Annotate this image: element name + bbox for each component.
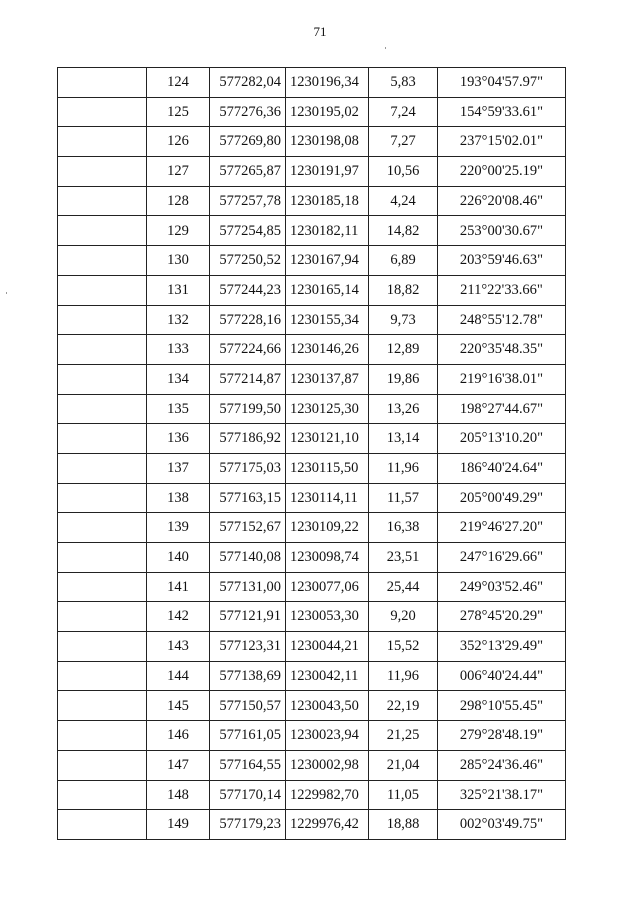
bearing-cell: 220°00'25.19" <box>438 157 566 187</box>
x-coordinate-cell: 577131,00 <box>210 572 286 602</box>
x-coordinate-cell: 577254,85 <box>210 216 286 246</box>
table-row <box>58 216 566 246</box>
row-label-cell <box>58 216 147 246</box>
table-row <box>58 305 566 335</box>
distance-cell: 7,27 <box>369 127 438 157</box>
table-row <box>58 513 566 543</box>
row-label-cell <box>58 780 147 810</box>
distance-cell: 19,86 <box>369 364 438 394</box>
point-number-cell: 136 <box>147 424 210 454</box>
point-number-cell: 144 <box>147 661 210 691</box>
y-coordinate-cell: 1230198,08 <box>286 127 369 157</box>
row-label-cell <box>58 453 147 483</box>
row-label-cell <box>58 305 147 335</box>
row-label-cell <box>58 364 147 394</box>
y-coordinate-cell: 1230195,02 <box>286 97 369 127</box>
bearing-cell: 220°35'48.35" <box>438 335 566 365</box>
bearing-cell: 226°20'08.46" <box>438 186 566 216</box>
distance-cell: 6,89 <box>369 246 438 276</box>
bearing-cell: 154°59'33.61" <box>438 97 566 127</box>
row-label-cell <box>58 68 147 98</box>
bearing-cell: 247°16'29.66" <box>438 543 566 573</box>
point-number-cell: 135 <box>147 394 210 424</box>
bearing-cell: 211°22'33.66" <box>438 275 566 305</box>
x-coordinate-cell: 577170,14 <box>210 780 286 810</box>
bearing-cell: 203°59'46.63" <box>438 246 566 276</box>
bearing-cell: 198°27'44.67" <box>438 394 566 424</box>
y-coordinate-cell: 1230098,74 <box>286 543 369 573</box>
y-coordinate-cell: 1230165,14 <box>286 275 369 305</box>
point-number-cell: 146 <box>147 721 210 751</box>
y-coordinate-cell: 1230023,94 <box>286 721 369 751</box>
point-number-cell: 131 <box>147 275 210 305</box>
point-number-cell: 126 <box>147 127 210 157</box>
distance-cell: 9,73 <box>369 305 438 335</box>
point-number-cell: 125 <box>147 97 210 127</box>
bearing-cell: 279°28'48.19" <box>438 721 566 751</box>
bearing-cell: 002°03'49.75" <box>438 810 566 840</box>
x-coordinate-cell: 577282,04 <box>210 68 286 98</box>
x-coordinate-cell: 577250,52 <box>210 246 286 276</box>
table-row <box>58 68 566 98</box>
x-coordinate-cell: 577228,16 <box>210 305 286 335</box>
distance-cell: 21,04 <box>369 750 438 780</box>
row-label-cell <box>58 127 147 157</box>
point-number-cell: 129 <box>147 216 210 246</box>
point-number-cell: 141 <box>147 572 210 602</box>
x-coordinate-cell: 577123,31 <box>210 632 286 662</box>
y-coordinate-cell: 1229976,42 <box>286 810 369 840</box>
row-label-cell <box>58 810 147 840</box>
row-label-cell <box>58 275 147 305</box>
y-coordinate-cell: 1230191,97 <box>286 157 369 187</box>
bearing-cell: 205°00'49.29" <box>438 483 566 513</box>
row-label-cell <box>58 246 147 276</box>
table-row <box>58 453 566 483</box>
bearing-cell: 285°24'36.46" <box>438 750 566 780</box>
table-row <box>58 602 566 632</box>
y-coordinate-cell: 1230167,94 <box>286 246 369 276</box>
x-coordinate-cell: 577121,91 <box>210 602 286 632</box>
row-label-cell <box>58 661 147 691</box>
x-coordinate-cell: 577163,15 <box>210 483 286 513</box>
table-row <box>58 127 566 157</box>
bearing-cell: 219°46'27.20" <box>438 513 566 543</box>
x-coordinate-cell: 577186,92 <box>210 424 286 454</box>
bearing-cell: 193°04'57.97" <box>438 68 566 98</box>
row-label-cell <box>58 721 147 751</box>
table-row <box>58 691 566 721</box>
y-coordinate-cell: 1230077,06 <box>286 572 369 602</box>
y-coordinate-cell: 1230137,87 <box>286 364 369 394</box>
row-label-cell <box>58 483 147 513</box>
distance-cell: 21,25 <box>369 721 438 751</box>
distance-cell: 15,52 <box>369 632 438 662</box>
row-label-cell <box>58 335 147 365</box>
row-label-cell <box>58 186 147 216</box>
distance-cell: 16,38 <box>369 513 438 543</box>
y-coordinate-cell: 1230125,30 <box>286 394 369 424</box>
scan-speck <box>385 47 386 49</box>
x-coordinate-cell: 577140,08 <box>210 543 286 573</box>
distance-cell: 13,14 <box>369 424 438 454</box>
table-row <box>58 632 566 662</box>
row-label-cell <box>58 157 147 187</box>
y-coordinate-cell: 1230114,11 <box>286 483 369 513</box>
bearing-cell: 352°13'29.49" <box>438 632 566 662</box>
bearing-cell: 186°40'24.64" <box>438 453 566 483</box>
x-coordinate-cell: 577244,23 <box>210 275 286 305</box>
x-coordinate-cell: 577152,67 <box>210 513 286 543</box>
table-row <box>58 750 566 780</box>
bearing-cell: 205°13'10.20" <box>438 424 566 454</box>
y-coordinate-cell: 1230185,18 <box>286 186 369 216</box>
point-number-cell: 124 <box>147 68 210 98</box>
bearing-cell: 325°21'38.17" <box>438 780 566 810</box>
point-number-cell: 149 <box>147 810 210 840</box>
bearing-cell: 249°03'52.46" <box>438 572 566 602</box>
distance-cell: 14,82 <box>369 216 438 246</box>
bearing-cell: 298°10'55.45" <box>438 691 566 721</box>
table-row <box>58 186 566 216</box>
distance-cell: 18,88 <box>369 810 438 840</box>
table-row <box>58 661 566 691</box>
distance-cell: 13,26 <box>369 394 438 424</box>
table-row <box>58 572 566 602</box>
row-label-cell <box>58 543 147 573</box>
x-coordinate-cell: 577150,57 <box>210 691 286 721</box>
y-coordinate-cell: 1230002,98 <box>286 750 369 780</box>
bearing-cell: 006°40'24.44" <box>438 661 566 691</box>
row-label-cell <box>58 632 147 662</box>
point-number-cell: 145 <box>147 691 210 721</box>
distance-cell: 11,57 <box>369 483 438 513</box>
table-row <box>58 780 566 810</box>
y-coordinate-cell: 1230053,30 <box>286 602 369 632</box>
point-number-cell: 134 <box>147 364 210 394</box>
x-coordinate-cell: 577269,80 <box>210 127 286 157</box>
row-label-cell <box>58 394 147 424</box>
table-row <box>58 157 566 187</box>
x-coordinate-cell: 577164,55 <box>210 750 286 780</box>
coordinates-table-body <box>58 68 566 840</box>
x-coordinate-cell: 577179,23 <box>210 810 286 840</box>
row-label-cell <box>58 602 147 632</box>
coordinates-table <box>57 67 566 840</box>
distance-cell: 23,51 <box>369 543 438 573</box>
distance-cell: 11,05 <box>369 780 438 810</box>
x-coordinate-cell: 577175,03 <box>210 453 286 483</box>
y-coordinate-cell: 1229982,70 <box>286 780 369 810</box>
table-row <box>58 721 566 751</box>
y-coordinate-cell: 1230146,26 <box>286 335 369 365</box>
point-number-cell: 133 <box>147 335 210 365</box>
y-coordinate-cell: 1230115,50 <box>286 453 369 483</box>
distance-cell: 4,24 <box>369 186 438 216</box>
y-coordinate-cell: 1230196,34 <box>286 68 369 98</box>
distance-cell: 22,19 <box>369 691 438 721</box>
x-coordinate-cell: 577214,87 <box>210 364 286 394</box>
row-label-cell <box>58 691 147 721</box>
distance-cell: 5,83 <box>369 68 438 98</box>
point-number-cell: 140 <box>147 543 210 573</box>
point-number-cell: 127 <box>147 157 210 187</box>
point-number-cell: 139 <box>147 513 210 543</box>
distance-cell: 7,24 <box>369 97 438 127</box>
point-number-cell: 128 <box>147 186 210 216</box>
x-coordinate-cell: 577161,05 <box>210 721 286 751</box>
row-label-cell <box>58 513 147 543</box>
distance-cell: 11,96 <box>369 661 438 691</box>
point-number-cell: 137 <box>147 453 210 483</box>
row-label-cell <box>58 97 147 127</box>
table-row <box>58 246 566 276</box>
row-label-cell <box>58 424 147 454</box>
distance-cell: 25,44 <box>369 572 438 602</box>
table-row <box>58 394 566 424</box>
x-coordinate-cell: 577265,87 <box>210 157 286 187</box>
y-coordinate-cell: 1230155,34 <box>286 305 369 335</box>
table-row <box>58 810 566 840</box>
point-number-cell: 130 <box>147 246 210 276</box>
point-number-cell: 148 <box>147 780 210 810</box>
bearing-cell: 278°45'20.29" <box>438 602 566 632</box>
y-coordinate-cell: 1230044,21 <box>286 632 369 662</box>
x-coordinate-cell: 577138,69 <box>210 661 286 691</box>
y-coordinate-cell: 1230042,11 <box>286 661 369 691</box>
distance-cell: 12,89 <box>369 335 438 365</box>
page-number: 71 <box>313 24 327 39</box>
table-row <box>58 335 566 365</box>
bearing-cell: 219°16'38.01" <box>438 364 566 394</box>
y-coordinate-cell: 1230121,10 <box>286 424 369 454</box>
table-row <box>58 424 566 454</box>
distance-cell: 9,20 <box>369 602 438 632</box>
distance-cell: 10,56 <box>369 157 438 187</box>
bearing-cell: 253°00'30.67" <box>438 216 566 246</box>
distance-cell: 18,82 <box>369 275 438 305</box>
point-number-cell: 132 <box>147 305 210 335</box>
point-number-cell: 143 <box>147 632 210 662</box>
y-coordinate-cell: 1230109,22 <box>286 513 369 543</box>
table-row <box>58 483 566 513</box>
y-coordinate-cell: 1230182,11 <box>286 216 369 246</box>
x-coordinate-cell: 577199,50 <box>210 394 286 424</box>
scan-speck <box>6 292 7 294</box>
table-row <box>58 543 566 573</box>
point-number-cell: 147 <box>147 750 210 780</box>
point-number-cell: 138 <box>147 483 210 513</box>
x-coordinate-cell: 577276,36 <box>210 97 286 127</box>
table-row <box>58 364 566 394</box>
row-label-cell <box>58 750 147 780</box>
y-coordinate-cell: 1230043,50 <box>286 691 369 721</box>
row-label-cell <box>58 572 147 602</box>
bearing-cell: 237°15'02.01" <box>438 127 566 157</box>
x-coordinate-cell: 577257,78 <box>210 186 286 216</box>
table-row <box>58 275 566 305</box>
table-row <box>58 97 566 127</box>
distance-cell: 11,96 <box>369 453 438 483</box>
point-number-cell: 142 <box>147 602 210 632</box>
bearing-cell: 248°55'12.78" <box>438 305 566 335</box>
x-coordinate-cell: 577224,66 <box>210 335 286 365</box>
